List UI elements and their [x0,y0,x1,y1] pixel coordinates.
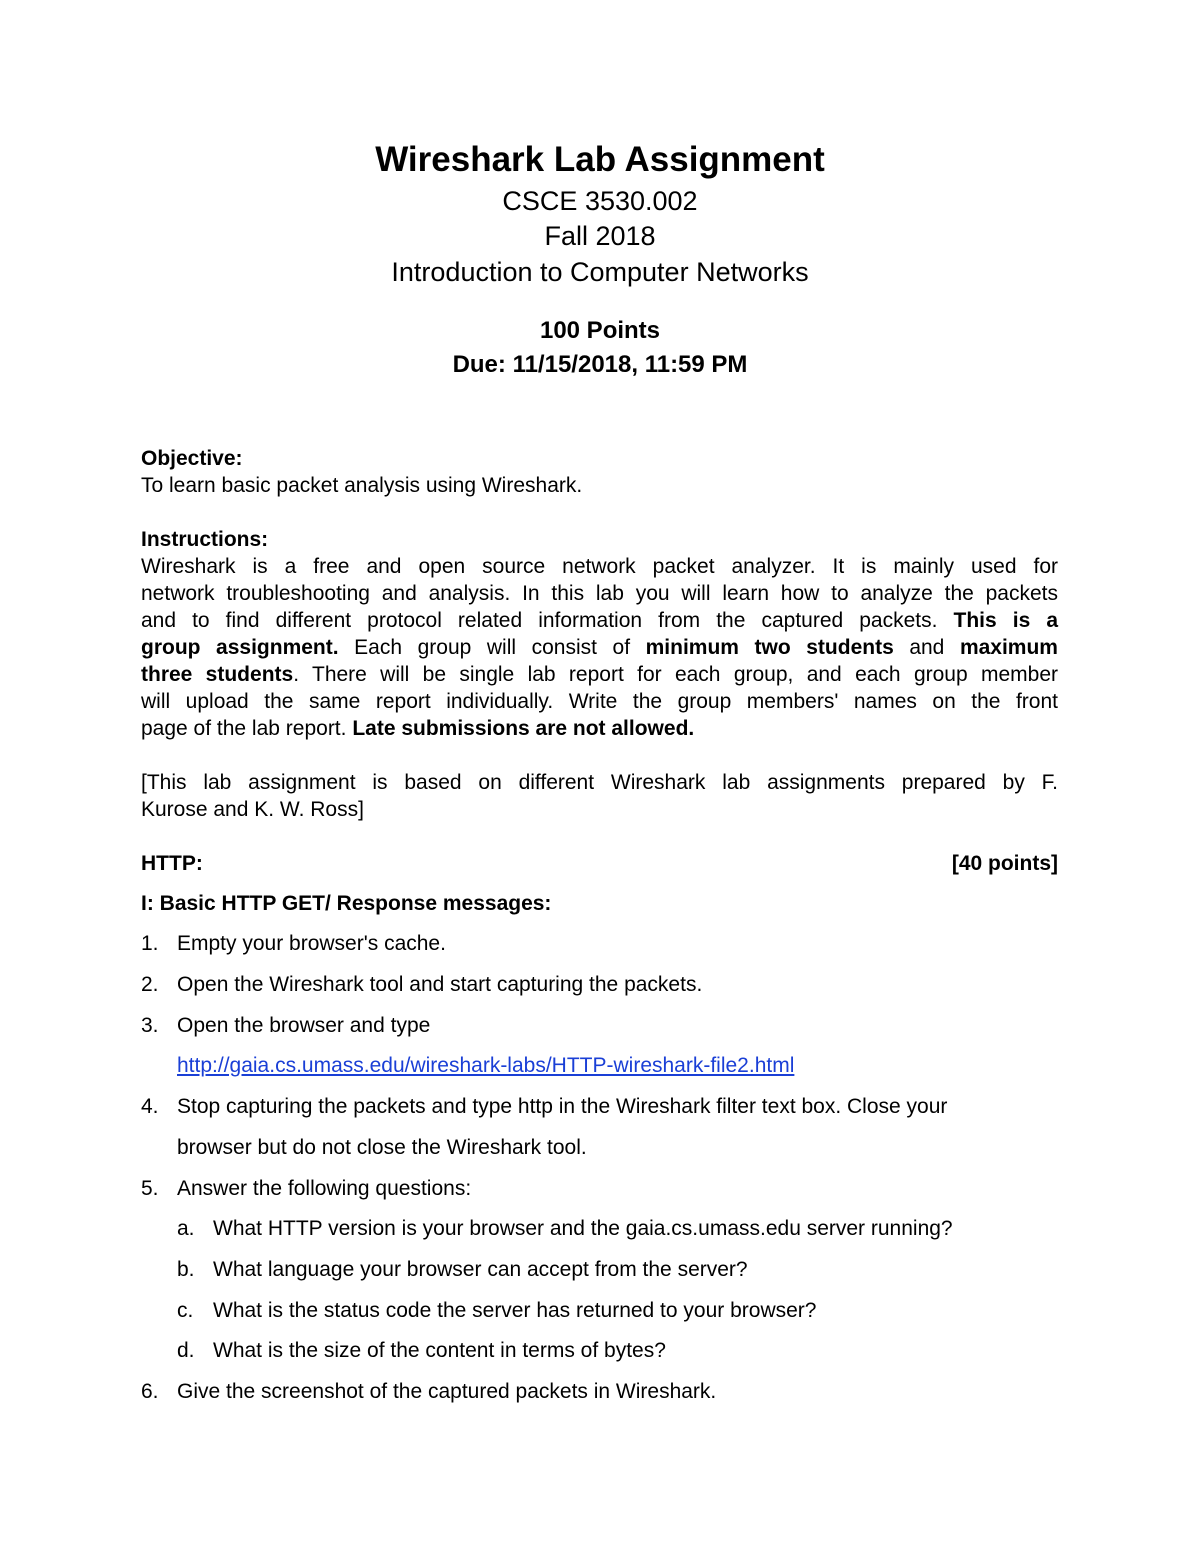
step-number: 3. [141,1014,159,1037]
course-code: CSCE 3530.002 [502,186,698,216]
step-text-continued: browser but do not close the Wireshark tool. [177,1136,587,1159]
list-item [141,930,446,957]
step-text: Open the browser and type [177,1014,431,1037]
instructions-line [141,688,1058,715]
body-text: Each group will consist of [338,636,646,659]
step-text: Empty your browser's cache. [177,932,446,955]
objective-heading: Objective: [141,447,243,470]
list-item [141,971,703,998]
body-text: . There will be single lab report for each group, and each group member [293,663,1058,686]
instructions-line [141,661,1058,688]
lab-url-link[interactable]: http://gaia.cs.umass.edu/wireshark-labs/HTTP-wireshark-file2.html [177,1054,795,1077]
body-text: and to find different protocol related information from the captured packets. [141,609,954,632]
question-item [177,1297,817,1324]
instructions-line [141,553,1058,580]
question-letter: c. [177,1299,194,1322]
emphasis-text: group assignment. [141,636,339,659]
attribution-note [141,769,1058,823]
question-letter: a. [177,1217,195,1240]
question-text: What is the status code the server has returned to your browser? [213,1299,817,1322]
http-points: [40 points] [951,852,1058,875]
question-letter: b. [177,1258,195,1281]
course-name: Introduction to Computer Networks [391,257,809,287]
objective-text: To learn basic packet analysis using Wireshark. [141,474,583,497]
emphasis-text: minimum two students [645,636,894,659]
due-date: Due: 11/15/2018, 11:59 PM [452,351,748,378]
question-letter: d. [177,1339,195,1362]
http-section-header [141,850,1058,877]
section-title: I: Basic HTTP GET/ Response messages: [141,892,552,915]
list-item [141,1012,431,1039]
instructions-line [141,634,1058,661]
emphasis-text: Late submissions are not allowed. [352,717,695,740]
document-title: Wireshark Lab Assignment [375,140,825,179]
question-item [177,1215,953,1242]
course-term: Fall 2018 [544,221,656,251]
step-number: 2. [141,973,159,996]
body-text: will upload the same report individually. Write the group members' names on the front [141,690,1058,713]
body-text: and [893,636,960,659]
instructions-line [141,580,1058,607]
step-text: Answer the following questions: [177,1177,472,1200]
step-number: 5. [141,1177,159,1200]
attribution-line: Kurose and K. W. Ross] [141,798,364,821]
instructions-heading: Instructions: [141,528,269,551]
question-item [177,1256,748,1283]
step-text: Give the screenshot of the captured packets in Wireshark. [177,1380,717,1403]
emphasis-text: three students [141,663,294,686]
question-text: What language your browser can accept from the server? [213,1258,748,1281]
instructions-line [141,715,1058,742]
question-text: What HTTP version is your browser and the gaia.cs.umass.edu server running? [213,1217,953,1240]
list-item [141,1175,472,1202]
step-number: 4. [141,1095,159,1118]
attribution-line: [This lab assignment is based on different Wireshark lab assignments prepared by F. [141,771,1058,794]
body-text: Wireshark is a free and open source network packet analyzer. It is mainly used for [141,555,1058,578]
step-text: Open the Wireshark tool and start capturing the packets. [177,973,703,996]
step-number: 1. [141,932,159,955]
instructions-paragraph [141,553,1058,742]
question-item [177,1337,666,1364]
list-item [141,1378,717,1405]
step-number: 6. [141,1380,159,1403]
emphasis-text: maximum [959,636,1058,659]
http-label: HTTP: [141,852,203,875]
body-text: network troubleshooting and analysis. In this lab you will learn how to analyze the packets [141,582,1058,605]
question-text: What is the size of the content in terms of bytes? [213,1339,666,1362]
instructions-line [141,607,1058,634]
step-text: Stop capturing the packets and type http in the Wireshark filter text box. Close your [177,1095,948,1118]
list-item [141,1093,948,1120]
emphasis-text: This is a [953,609,1059,632]
body-text: page of the lab report. [141,717,353,740]
total-points: 100 Points [539,317,661,344]
